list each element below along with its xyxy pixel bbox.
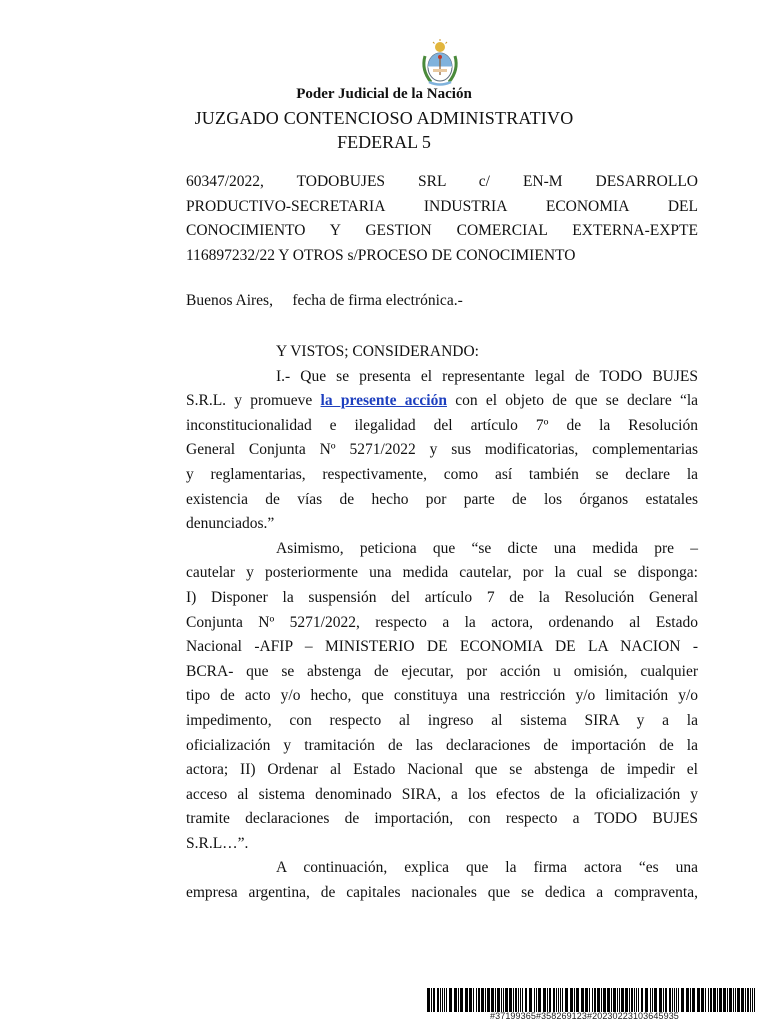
barcode-bar <box>733 988 734 1012</box>
case-caption-line: 60347/2022, TODOBUJES SRL c/ EN-M DESARROLLO <box>186 173 698 190</box>
barcode-bar <box>650 988 651 1012</box>
paragraph-line: tramite declaraciones de importación, con respecto a TODO BUJES <box>186 810 698 828</box>
barcode-bar <box>547 988 548 1012</box>
barcode-bar <box>570 988 573 1012</box>
barcode-bar <box>505 988 508 1012</box>
barcode-bar <box>536 988 537 1012</box>
barcode-bar <box>501 988 502 1012</box>
resolution-body <box>186 340 698 906</box>
presente-accion-link[interactable]: la presente acción <box>320 392 447 410</box>
barcode-bar <box>603 988 606 1012</box>
barcode-number: #37199365#358269123#20230223103645935 <box>490 1011 679 1021</box>
barcode-bar <box>585 988 588 1012</box>
barcode-bar <box>676 988 677 1012</box>
barcode-bar <box>454 988 457 1012</box>
paragraph-line: General Conjunta Nº 5271/2022 y sus modificatorias, complementarias <box>186 441 698 459</box>
barcode-bar <box>747 988 749 1012</box>
barcode-bar <box>513 988 514 1012</box>
barcode-bar <box>465 988 468 1012</box>
barcode-bar <box>597 988 600 1012</box>
text-fragment: con el objeto de que se declare “la <box>446 392 699 410</box>
barcode-bar <box>754 988 755 1012</box>
barcode-bar <box>495 988 496 1012</box>
court-number: FEDERAL 5 <box>337 132 431 152</box>
barcode-bar <box>431 988 432 1012</box>
barcode-bar <box>601 988 602 1012</box>
barcode-bar <box>440 988 441 1012</box>
barcode-bar <box>449 988 452 1012</box>
barcode-bar <box>576 988 579 1012</box>
vistos-heading: Y VISTOS; CONSIDERANDO: <box>276 343 479 360</box>
barcode-bar <box>497 988 500 1012</box>
barcode-bar <box>619 988 620 1012</box>
paragraph-line: Nacional -AFIP – MINISTERIO DE ECONOMIA DE LA NACION - <box>186 638 698 656</box>
barcode-bar <box>478 988 480 1012</box>
barcode-bar <box>522 988 523 1012</box>
court-authority: Poder Judicial de la Nación <box>296 86 472 102</box>
barcode-bar <box>629 988 630 1012</box>
barcode-bar <box>446 988 447 1012</box>
barcode-bar <box>652 988 653 1012</box>
barcode-bar <box>735 988 736 1012</box>
barcode-bar <box>705 988 706 1012</box>
barcode-bar <box>674 988 675 1012</box>
barcode-bar <box>433 988 435 1012</box>
paragraph-line: Asimismo, peticiona que “se dicte una medida pre – <box>276 539 698 557</box>
barcode-bar <box>741 988 744 1012</box>
paragraph-line: A continuación, explica que la firma actora “es una <box>276 859 698 877</box>
barcode-bar <box>469 988 472 1012</box>
barcode-bar <box>534 988 535 1012</box>
case-caption-line: 116897232/22 Y OTROS s/PROCESO DE CONOCIMIENTO <box>186 246 576 264</box>
barcode-bar <box>458 988 459 1012</box>
barcode-bar <box>750 988 751 1012</box>
national-coat-of-arms-icon <box>419 38 461 88</box>
paragraph-line: existencia de vías de hecho por parte de los órganos estatales <box>186 490 698 508</box>
barcode-bar <box>538 988 541 1012</box>
barcode-bar <box>560 988 561 1012</box>
barcode-bar <box>543 988 546 1012</box>
paragraph-line: actora; II) Ordenar al Estado Nacional que se abstenga de impedir el <box>186 761 698 779</box>
barcode-bar <box>690 988 691 1012</box>
barcode-bar <box>729 988 732 1012</box>
barcode-bar <box>708 988 709 1012</box>
barcode-bar <box>681 988 684 1012</box>
barcode-bar <box>485 988 486 1012</box>
barcode-bar <box>473 988 474 1012</box>
barcode-bar <box>701 988 704 1012</box>
case-caption-line: PRODUCTIVO-SECRETARIA INDUSTRIA ECONOMIA DEL <box>186 197 698 215</box>
barcode-bar <box>574 988 575 1012</box>
barcode-bar <box>669 988 671 1012</box>
paragraph-line: Conjunta Nº 5271/2022, respecto a la actora, ordenando al Estado <box>186 613 698 631</box>
barcode-bar <box>487 988 490 1012</box>
barcode-bar <box>625 988 628 1012</box>
court-name: JUZGADO CONTENCIOSO ADMINISTRATIVO <box>194 108 574 128</box>
seal-sun <box>435 42 445 52</box>
barcode-bar <box>491 988 494 1012</box>
paragraph-line: tipo de acto y/o hecho, que constituya una restricción y/o limitación y/o <box>186 687 698 705</box>
paragraph-line: empresa argentina, de capitales nacionales que se dedica a compraventa, <box>186 884 698 902</box>
barcode-bar <box>697 988 700 1012</box>
barcode-bar <box>503 988 504 1012</box>
paragraph-line: acceso al sistema denominado SIRA, a los efectos de la oficialización y <box>186 785 698 803</box>
paragraph-line: S.R.L…”. <box>186 834 249 852</box>
case-caption <box>186 170 698 268</box>
paragraph-line: impedimento, con respecto al ingreso al sistema SIRA y a la <box>186 711 698 729</box>
barcode-bar <box>518 988 519 1012</box>
barcode-bar <box>678 988 679 1012</box>
barcode-bar <box>592 988 593 1012</box>
barcode-bar <box>692 988 695 1012</box>
barcode-bar <box>562 988 563 1012</box>
paragraph-line: I.- Que se presenta el representante legal de TODO BUJES <box>276 367 698 385</box>
paragraph-line: y reglamentarias, respectivamente, como así también se declare la <box>186 465 698 483</box>
barcode-bar <box>525 988 527 1012</box>
barcode-bar <box>636 988 637 1012</box>
paragraph-line: BCRA- que se abstenga de ejecutar, por acción u omisión, cualquier <box>186 662 698 680</box>
barcode-bar <box>520 988 521 1012</box>
barcode-bar <box>558 988 559 1012</box>
barcode-bar <box>710 988 712 1012</box>
barcode-bar <box>613 988 616 1012</box>
barcode-bar <box>607 988 610 1012</box>
barcode-bar <box>686 988 689 1012</box>
barcode-bar <box>634 988 635 1012</box>
barcode-bar <box>631 988 633 1012</box>
barcode-bar <box>460 988 463 1012</box>
barcode-bar <box>589 988 590 1012</box>
barcode-bar <box>654 988 657 1012</box>
document-barcode <box>427 988 757 1012</box>
paragraph-line: oficialización y tramitación de las declaraciones de importación de la <box>186 736 698 754</box>
barcode-bar <box>621 988 624 1012</box>
barcode-bar <box>549 988 551 1012</box>
barcode-bar <box>641 988 643 1012</box>
paragraph-line: denunciados.” <box>186 515 275 533</box>
barcode-bar <box>727 988 728 1012</box>
paragraph-line: cautelar y posteriormente una medida cautelar, por la cual se disponga: <box>186 564 698 582</box>
barcode-bar <box>509 988 512 1012</box>
barcode-bar <box>427 988 430 1012</box>
barcode-bar <box>659 988 662 1012</box>
barcode-bar <box>645 988 648 1012</box>
text-fragment: S.R.L. y promueve <box>186 392 321 410</box>
barcode-bar <box>565 988 568 1012</box>
barcode-bar <box>638 988 639 1012</box>
barcode-bar <box>442 988 443 1012</box>
barcode-bar <box>581 988 584 1012</box>
barcode-bar <box>717 988 718 1012</box>
barcode-bar <box>444 988 445 1012</box>
barcode-bar <box>713 988 716 1012</box>
paragraph-line: inconstitucionalidad e ilegalidad del artículo 7º de la Resolución <box>186 416 698 434</box>
barcode-bar <box>481 988 484 1012</box>
barcode-bar <box>617 988 618 1012</box>
barcode-bar <box>437 988 439 1012</box>
barcode-bar <box>553 988 555 1012</box>
barcode-bar <box>515 988 517 1012</box>
barcode-bar <box>556 988 557 1012</box>
barcode-bar <box>723 988 726 1012</box>
barcode-bar <box>719 988 722 1012</box>
barcode-bar <box>745 988 746 1012</box>
date-line: Buenos Aires, fecha de firma electrónica.- <box>186 292 463 309</box>
barcode-bar <box>663 988 664 1012</box>
barcode-bar <box>611 988 612 1012</box>
barcode-bar <box>476 988 477 1012</box>
barcode-bar <box>752 988 753 1012</box>
case-caption-line: CONOCIMIENTO Y GESTION COMERCIAL EXTERNA-EXPTE <box>186 222 698 239</box>
paragraph-line: I) Disponer la suspensión del artículo 7 de la Resolución General <box>186 588 698 606</box>
barcode-bar <box>665 988 667 1012</box>
paragraph-line <box>186 389 698 414</box>
barcode-bar <box>737 988 740 1012</box>
barcode-bar <box>672 988 673 1012</box>
barcode-bar <box>529 988 532 1012</box>
barcode-bar <box>594 988 596 1012</box>
